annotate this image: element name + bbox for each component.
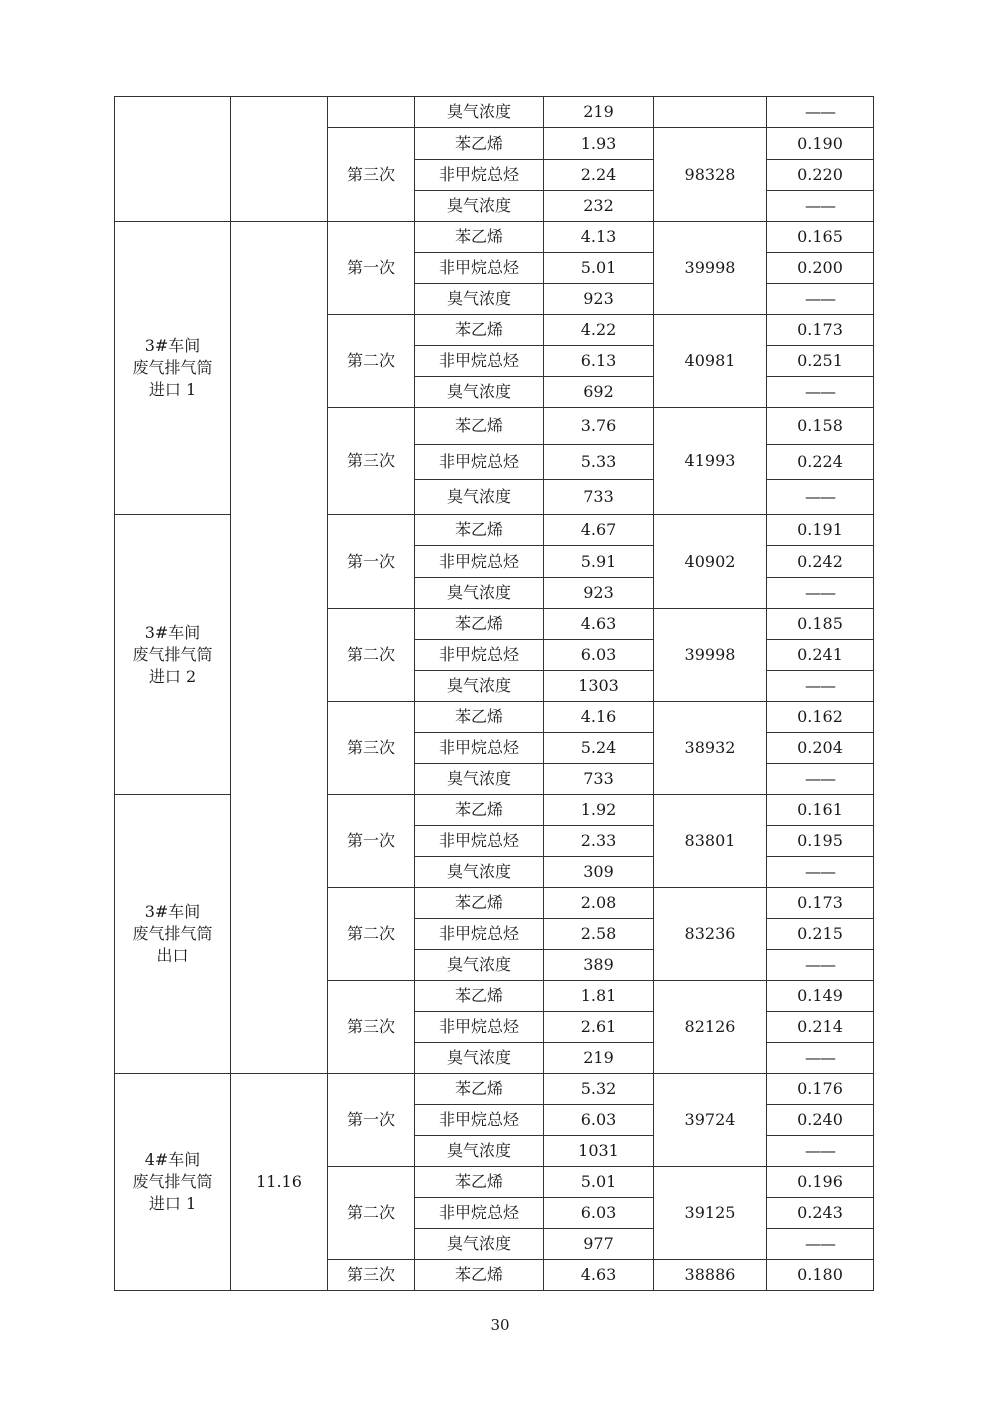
emission-rate-cell: —— xyxy=(767,578,874,609)
pollutant-cell: 非甲烷总烃 xyxy=(415,1105,544,1136)
emission-rate-cell: 0.243 xyxy=(767,1198,874,1229)
concentration-cell: 4.63 xyxy=(544,1260,654,1291)
location-line: 4#车间 xyxy=(144,1150,201,1169)
concentration-cell: 4.13 xyxy=(544,222,654,253)
emission-rate-cell: —— xyxy=(767,671,874,702)
pollutant-cell: 臭气浓度 xyxy=(415,671,544,702)
concentration-cell: 232 xyxy=(544,191,654,222)
location-line: 废气排气筒 xyxy=(132,644,213,664)
location-cell xyxy=(115,1074,231,1291)
concentration-cell: 309 xyxy=(544,857,654,888)
emission-rate-cell: —— xyxy=(767,97,874,128)
concentration-cell: 6.03 xyxy=(544,640,654,671)
pollutant-cell: 苯乙烯 xyxy=(415,1074,544,1105)
table-row xyxy=(115,515,874,546)
concentration-cell: 1031 xyxy=(544,1136,654,1167)
pollutant-cell: 苯乙烯 xyxy=(415,1260,544,1291)
location-line: 3#车间 xyxy=(144,622,201,642)
location-line: 进口 1 xyxy=(148,380,197,399)
table-row xyxy=(115,1074,874,1105)
emission-rate-cell: —— xyxy=(767,857,874,888)
concentration-cell: 733 xyxy=(544,764,654,795)
location-line: 废气排气筒 xyxy=(132,358,213,377)
pollutant-cell: 非甲烷总烃 xyxy=(415,1198,544,1229)
pollutant-cell: 非甲烷总烃 xyxy=(415,826,544,857)
emission-rate-cell: 0.161 xyxy=(767,795,874,826)
emission-rate-cell: 0.191 xyxy=(767,515,874,546)
flow-rate-cell: 39724 xyxy=(654,1074,767,1167)
run-cell: 第三次 xyxy=(328,702,415,795)
flow-rate-cell: 39998 xyxy=(654,609,767,702)
pollutant-cell: 臭气浓度 xyxy=(415,191,544,222)
pollutant-cell: 臭气浓度 xyxy=(415,480,544,515)
date-cell: 11.16 xyxy=(231,1074,328,1291)
concentration-cell: 692 xyxy=(544,377,654,408)
pollutant-cell: 臭气浓度 xyxy=(415,857,544,888)
pollutant-cell: 臭气浓度 xyxy=(415,97,544,128)
table-row xyxy=(115,222,874,253)
date-cell xyxy=(231,97,328,222)
emission-rate-cell: 0.162 xyxy=(767,702,874,733)
location-line: 出口 xyxy=(156,946,189,965)
location-line: 废气排气筒 xyxy=(132,924,213,943)
emission-rate-cell: —— xyxy=(767,764,874,795)
concentration-cell: 4.63 xyxy=(544,609,654,640)
pollutant-cell: 非甲烷总烃 xyxy=(415,919,544,950)
emission-rate-cell: —— xyxy=(767,377,874,408)
concentration-cell: 2.61 xyxy=(544,1012,654,1043)
pollutant-cell: 非甲烷总烃 xyxy=(415,160,544,191)
emission-rate-cell: 0.200 xyxy=(767,253,874,284)
location-line: 3#车间 xyxy=(144,902,201,921)
run-cell: 第一次 xyxy=(328,222,415,315)
run-cell: 第二次 xyxy=(328,1167,415,1260)
emission-rate-cell: 0.173 xyxy=(767,888,874,919)
flow-rate-cell: 98328 xyxy=(654,128,767,222)
page-number: 30 xyxy=(490,1316,510,1334)
pollutant-cell: 苯乙烯 xyxy=(415,1167,544,1198)
pollutant-cell: 苯乙烯 xyxy=(415,315,544,346)
table-row xyxy=(115,97,874,128)
date-cell xyxy=(231,222,328,1074)
pollutant-cell: 非甲烷总烃 xyxy=(415,346,544,377)
emission-rate-cell: —— xyxy=(767,1229,874,1260)
concentration-cell: 923 xyxy=(544,284,654,315)
flow-rate-cell: 39998 xyxy=(654,222,767,315)
emission-rate-cell: 0.149 xyxy=(767,981,874,1012)
pollutant-cell: 苯乙烯 xyxy=(415,222,544,253)
concentration-cell: 389 xyxy=(544,950,654,981)
concentration-cell: 733 xyxy=(544,480,654,515)
concentration-cell: 5.91 xyxy=(544,546,654,578)
emission-rate-cell: 0.204 xyxy=(767,733,874,764)
pollutant-cell: 非甲烷总烃 xyxy=(415,1012,544,1043)
pollutant-cell: 臭气浓度 xyxy=(415,1136,544,1167)
concentration-cell: 4.67 xyxy=(544,515,654,546)
pollutant-cell: 臭气浓度 xyxy=(415,377,544,408)
emission-rate-cell: 0.240 xyxy=(767,1105,874,1136)
flow-rate-cell: 40981 xyxy=(654,315,767,408)
concentration-cell: 1.93 xyxy=(544,128,654,160)
concentration-cell: 1.92 xyxy=(544,795,654,826)
concentration-cell: 3.76 xyxy=(544,408,654,445)
pollutant-cell: 臭气浓度 xyxy=(415,578,544,609)
run-cell: 第三次 xyxy=(328,1260,415,1291)
emission-rate-cell: 0.242 xyxy=(767,546,874,578)
location-line: 进口 2 xyxy=(148,666,197,686)
flow-rate-cell: 82126 xyxy=(654,981,767,1074)
run-cell: 第一次 xyxy=(328,515,415,609)
run-cell: 第一次 xyxy=(328,795,415,888)
pollutant-cell: 苯乙烯 xyxy=(415,128,544,160)
run-cell: 第二次 xyxy=(328,609,415,702)
concentration-cell: 923 xyxy=(544,578,654,609)
location-cell xyxy=(115,222,231,515)
run-cell: 第三次 xyxy=(328,981,415,1074)
pollutant-cell: 苯乙烯 xyxy=(415,981,544,1012)
emission-rate-cell: 0.196 xyxy=(767,1167,874,1198)
emission-rate-cell: —— xyxy=(767,950,874,981)
concentration-cell: 1.81 xyxy=(544,981,654,1012)
run-cell: 第二次 xyxy=(328,315,415,408)
emission-rate-cell: 0.241 xyxy=(767,640,874,671)
emission-rate-cell: 0.165 xyxy=(767,222,874,253)
concentration-cell: 2.58 xyxy=(544,919,654,950)
pollutant-cell: 臭气浓度 xyxy=(415,284,544,315)
concentration-cell: 6.03 xyxy=(544,1198,654,1229)
location-line: 3#车间 xyxy=(144,336,201,355)
location-line: 进口 1 xyxy=(148,1194,197,1213)
location-cell xyxy=(115,795,231,1074)
emission-rate-cell: 0.190 xyxy=(767,128,874,160)
pollutant-cell: 苯乙烯 xyxy=(415,515,544,546)
pollutant-cell: 非甲烷总烃 xyxy=(415,445,544,480)
concentration-cell: 2.33 xyxy=(544,826,654,857)
run-cell: 第三次 xyxy=(328,128,415,222)
flow-rate-cell: 41993 xyxy=(654,408,767,515)
emission-rate-cell: 0.224 xyxy=(767,445,874,480)
run-cell: 第三次 xyxy=(328,408,415,515)
table-body xyxy=(115,97,874,1291)
concentration-cell: 6.03 xyxy=(544,1105,654,1136)
pollutant-cell: 臭气浓度 xyxy=(415,950,544,981)
concentration-cell: 5.01 xyxy=(544,1167,654,1198)
pollutant-cell: 非甲烷总烃 xyxy=(415,253,544,284)
flow-rate-cell: 83801 xyxy=(654,795,767,888)
flow-rate-cell: 83236 xyxy=(654,888,767,981)
emission-rate-cell: —— xyxy=(767,1136,874,1167)
run-cell xyxy=(328,97,415,128)
pollutant-cell: 非甲烷总烃 xyxy=(415,733,544,764)
concentration-cell: 977 xyxy=(544,1229,654,1260)
emission-rate-cell: 0.215 xyxy=(767,919,874,950)
pollutant-cell: 臭气浓度 xyxy=(415,764,544,795)
emission-rate-cell: 0.173 xyxy=(767,315,874,346)
flow-rate-cell: 38932 xyxy=(654,702,767,795)
concentration-cell: 4.22 xyxy=(544,315,654,346)
monitoring-results-table xyxy=(114,96,874,1291)
flow-rate-cell: 40902 xyxy=(654,515,767,609)
pollutant-cell: 苯乙烯 xyxy=(415,702,544,733)
run-cell: 第一次 xyxy=(328,1074,415,1167)
concentration-cell: 1303 xyxy=(544,671,654,702)
concentration-cell: 219 xyxy=(544,1043,654,1074)
emission-rate-cell: 0.185 xyxy=(767,609,874,640)
concentration-cell: 5.33 xyxy=(544,445,654,480)
emission-rate-cell: —— xyxy=(767,480,874,515)
emission-rate-cell: —— xyxy=(767,284,874,315)
location-cell xyxy=(115,515,231,795)
concentration-cell: 6.13 xyxy=(544,346,654,377)
pollutant-cell: 苯乙烯 xyxy=(415,888,544,919)
emission-rate-cell: 0.251 xyxy=(767,346,874,377)
emission-rate-cell: —— xyxy=(767,191,874,222)
pollutant-cell: 臭气浓度 xyxy=(415,1229,544,1260)
table-row xyxy=(115,795,874,826)
flow-rate-cell xyxy=(654,97,767,128)
location-cell xyxy=(115,97,231,222)
concentration-cell: 2.24 xyxy=(544,160,654,191)
emission-rate-cell: 0.214 xyxy=(767,1012,874,1043)
emission-rate-cell: 0.195 xyxy=(767,826,874,857)
concentration-cell: 5.01 xyxy=(544,253,654,284)
location-line: 废气排气筒 xyxy=(132,1172,213,1191)
run-cell: 第二次 xyxy=(328,888,415,981)
pollutant-cell: 非甲烷总烃 xyxy=(415,640,544,671)
pollutant-cell: 苯乙烯 xyxy=(415,795,544,826)
concentration-cell: 5.32 xyxy=(544,1074,654,1105)
emission-rate-cell: —— xyxy=(767,1043,874,1074)
concentration-cell: 4.16 xyxy=(544,702,654,733)
concentration-cell: 5.24 xyxy=(544,733,654,764)
emission-rate-cell: 0.220 xyxy=(767,160,874,191)
concentration-cell: 2.08 xyxy=(544,888,654,919)
concentration-cell: 219 xyxy=(544,97,654,128)
pollutant-cell: 苯乙烯 xyxy=(415,408,544,445)
pollutant-cell: 非甲烷总烃 xyxy=(415,546,544,578)
pollutant-cell: 苯乙烯 xyxy=(415,609,544,640)
emission-rate-cell: 0.158 xyxy=(767,408,874,445)
flow-rate-cell: 38886 xyxy=(654,1260,767,1291)
emission-rate-cell: 0.180 xyxy=(767,1260,874,1291)
emission-rate-cell: 0.176 xyxy=(767,1074,874,1105)
pollutant-cell: 臭气浓度 xyxy=(415,1043,544,1074)
flow-rate-cell: 39125 xyxy=(654,1167,767,1260)
